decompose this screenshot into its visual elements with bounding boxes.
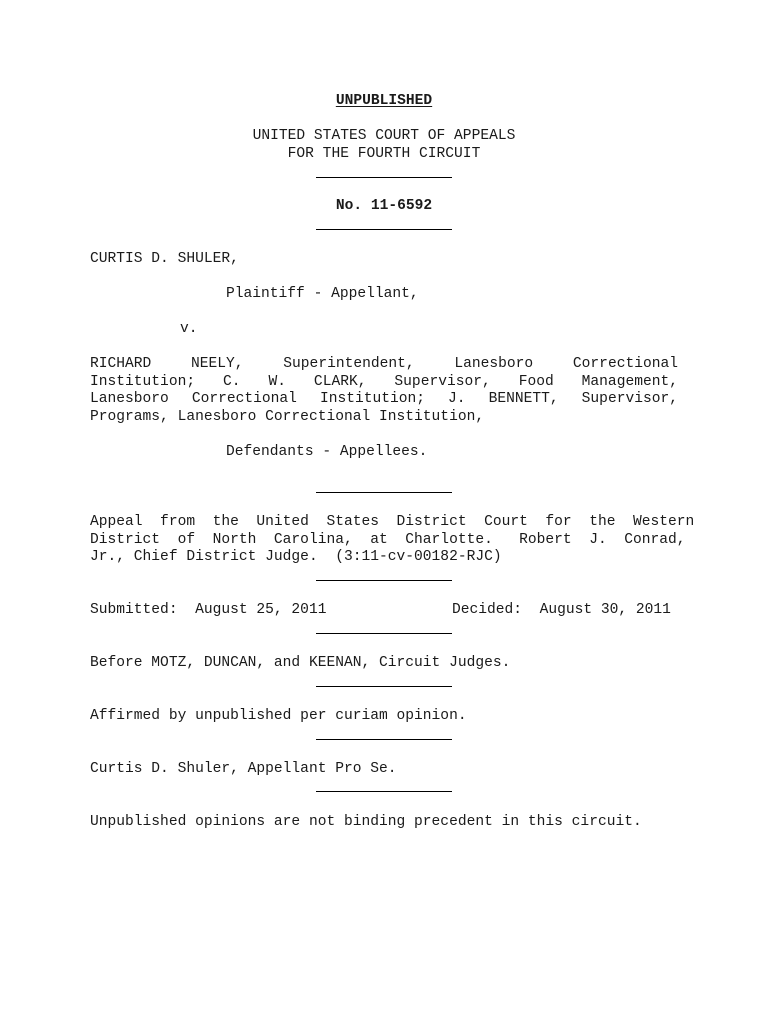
counsel: Curtis D. Shuler, Appellant Pro Se.	[90, 761, 397, 777]
precedent-notice: Unpublished opinions are not binding precedent in this circuit.	[90, 814, 642, 830]
plaintiff-role: Plaintiff - Appellant,	[226, 286, 419, 302]
appeal-line: Appeal from the United States District Court for the Western	[90, 514, 695, 530]
disposition: Affirmed by unpublished per curiam opinion.	[90, 708, 467, 724]
submitted-date: Submitted: August 25, 2011	[90, 602, 327, 618]
divider	[316, 229, 452, 230]
divider	[316, 791, 452, 792]
defendants-role: Defendants - Appellees.	[226, 444, 428, 460]
plaintiff-name: CURTIS D. SHULER,	[90, 251, 239, 267]
defendants-line: Programs, Lanesboro Correctional Institution,	[90, 409, 485, 425]
appeal-line: District of North Carolina, at Charlotte. Robert J. Conrad,	[90, 532, 686, 548]
decided-date: Decided: August 30, 2011	[452, 602, 671, 618]
divider	[316, 177, 452, 178]
defendants-line: Lanesboro Correctional Institution; J. BENNETT, Supervisor,	[90, 391, 678, 407]
defendants-line: RICHARD NEELY, Superintendent, Lanesboro Correctional	[90, 356, 678, 372]
panel-judges: Before MOTZ, DUNCAN, and KEENAN, Circuit Judges.	[90, 655, 511, 671]
divider	[316, 492, 452, 493]
unpublished-heading: UNPUBLISHED	[335, 93, 433, 109]
court-name-line2: FOR THE FOURTH CIRCUIT	[287, 146, 481, 162]
court-name-line1: UNITED STATES COURT OF APPEALS	[252, 128, 516, 144]
case-number: No. 11-6592	[335, 198, 433, 214]
defendants-line: Institution; C. W. CLARK, Supervisor, Food Management,	[90, 374, 678, 390]
divider	[316, 686, 452, 687]
divider	[316, 633, 452, 634]
divider	[316, 739, 452, 740]
versus: v.	[180, 321, 198, 337]
appeal-line: Jr., Chief District Judge. (3:11-cv-00182-RJC)	[90, 549, 502, 565]
divider	[316, 580, 452, 581]
